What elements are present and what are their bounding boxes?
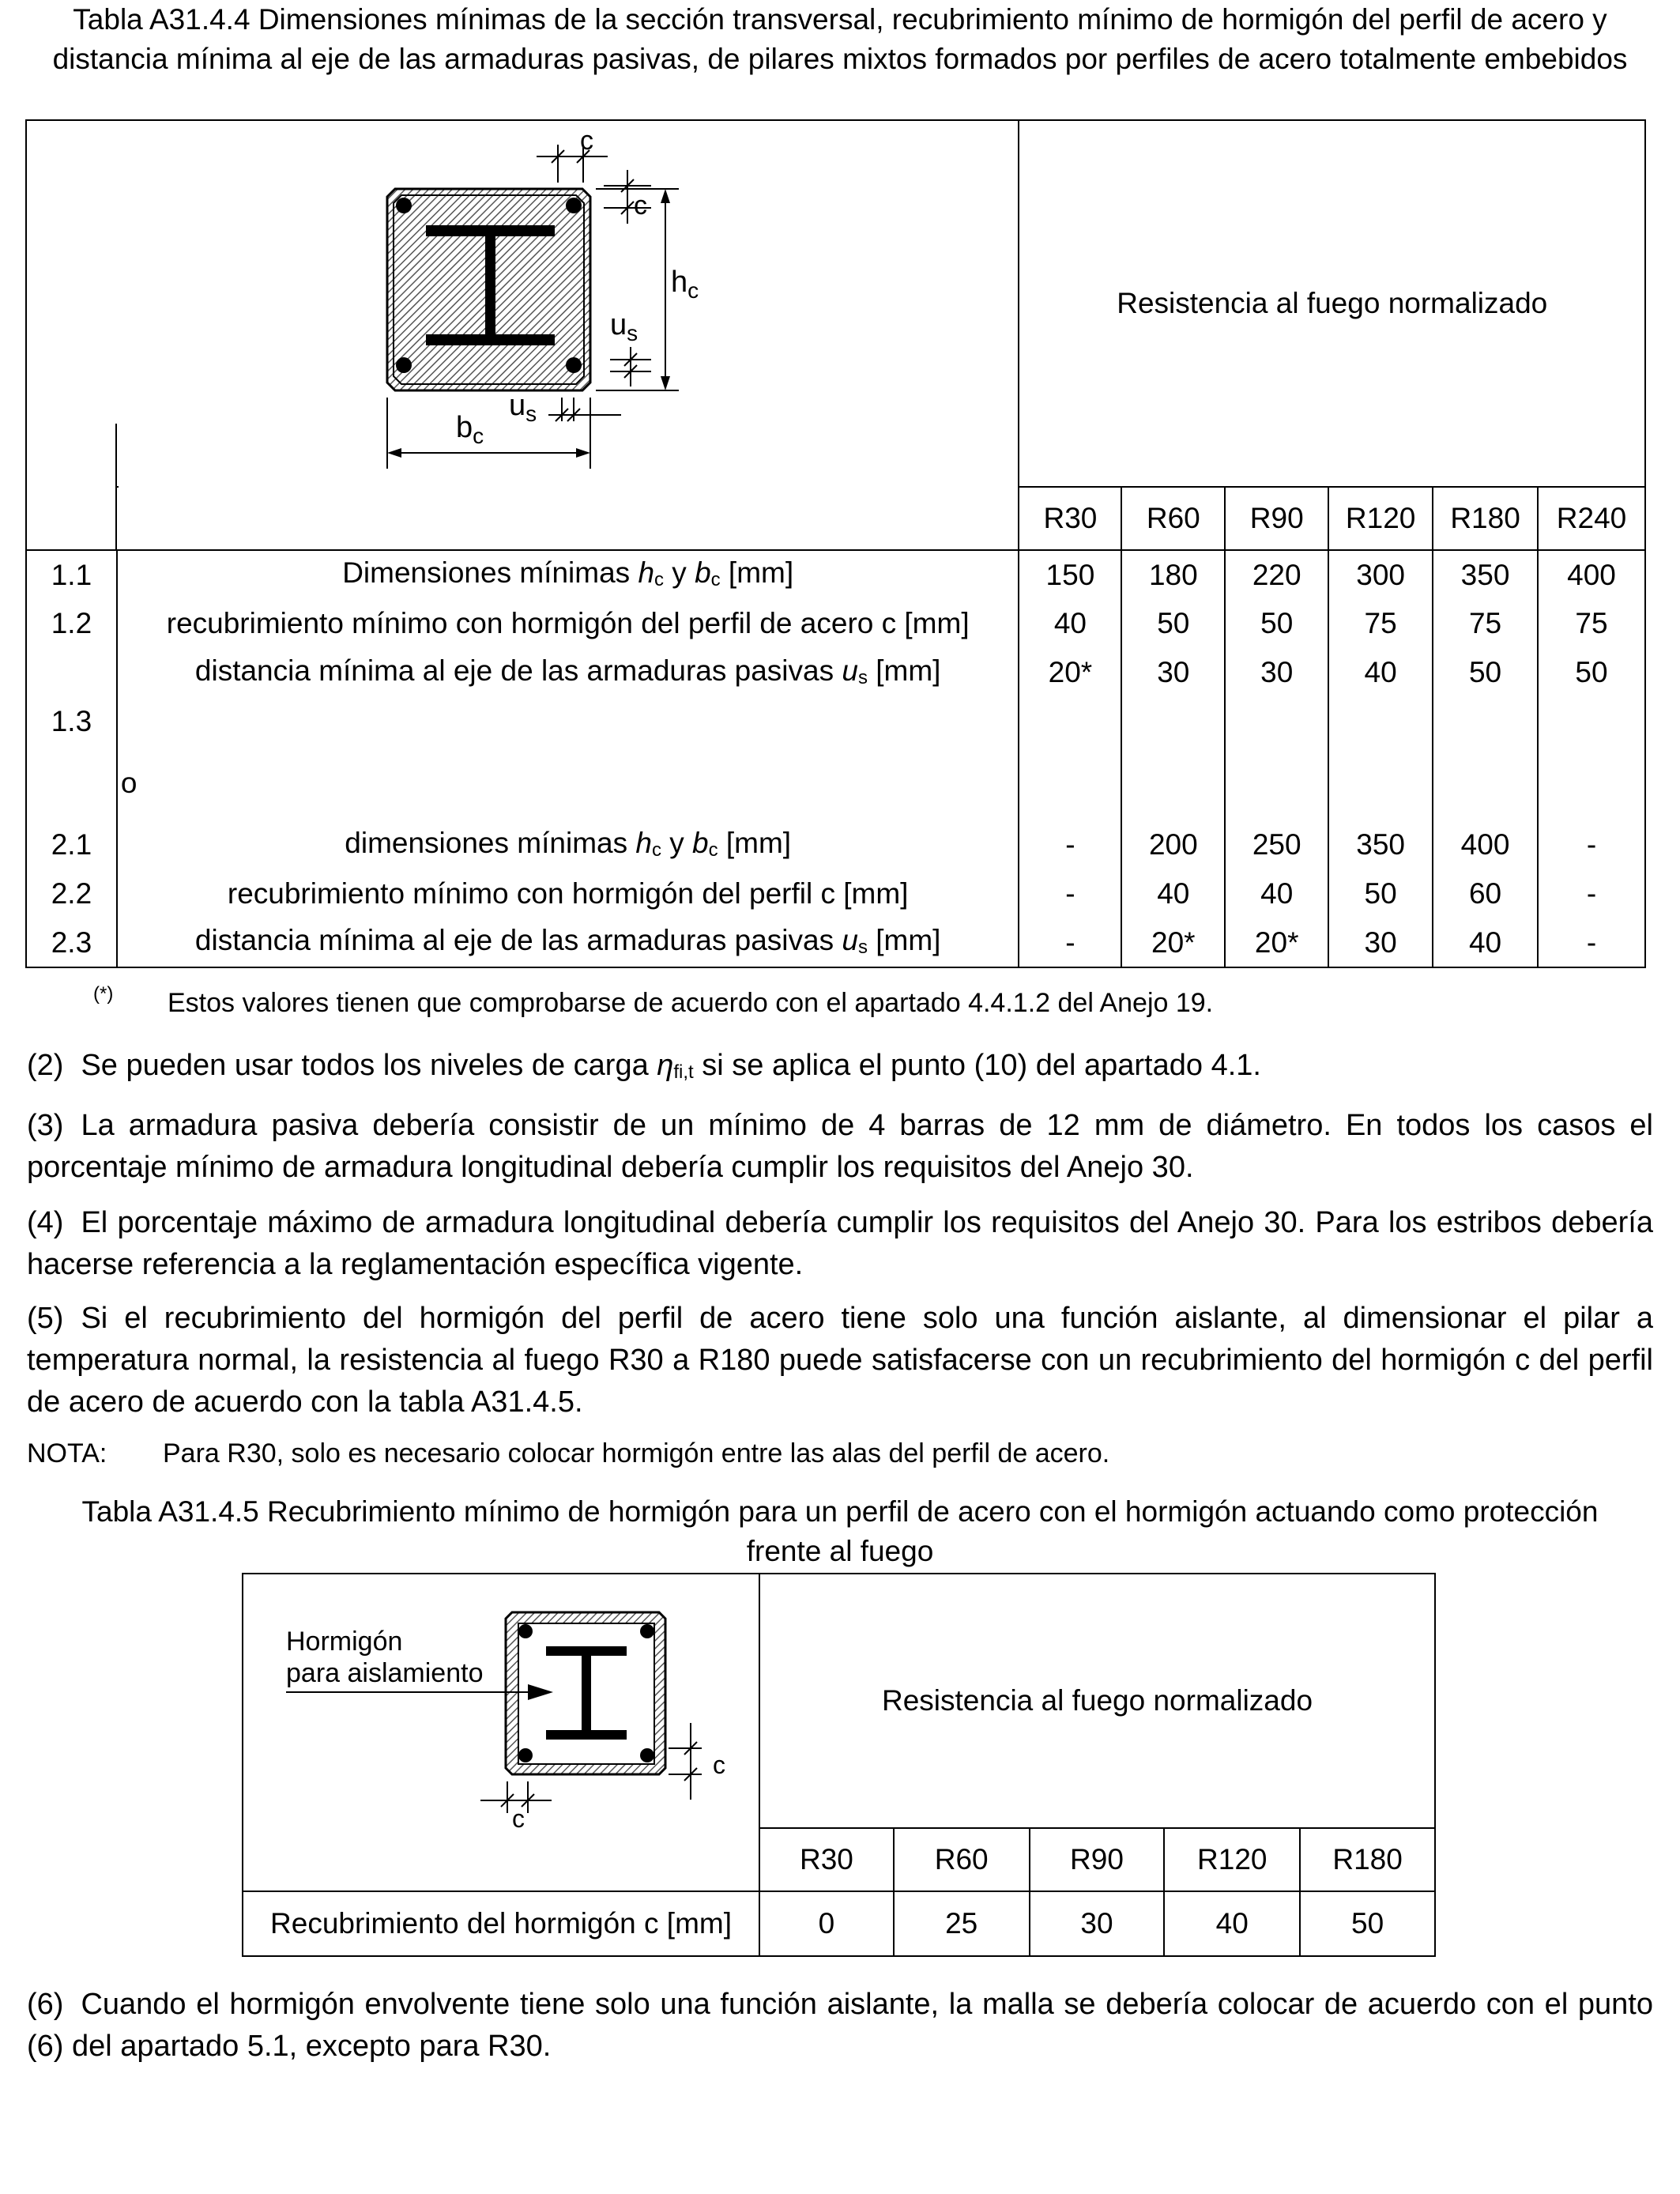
cell-value: - bbox=[1538, 918, 1645, 967]
cell-value: 0 bbox=[759, 1891, 894, 1956]
cell-value: 30 bbox=[1121, 648, 1225, 697]
cell-value: 300 bbox=[1328, 550, 1433, 599]
cell-value: 50 bbox=[1121, 599, 1225, 648]
cell-value: - bbox=[1019, 820, 1121, 869]
dim-us-right: $u_s$ bbox=[610, 308, 638, 345]
note-text: Para R30, solo es necesario colocar hormigón entre las alas del perfil de acero. bbox=[163, 1438, 1110, 1468]
cell-value: 40 bbox=[1433, 918, 1538, 967]
cell-value: 40 bbox=[1225, 869, 1328, 918]
cell-value: 50 bbox=[1225, 599, 1328, 648]
table-a31-4-4 bbox=[25, 119, 1646, 968]
row-label: recubrimiento mínimo con hormigón del perfil de acero c [mm] bbox=[117, 599, 1019, 648]
cell-value: 350 bbox=[1328, 820, 1433, 869]
cell-value: - bbox=[1019, 918, 1121, 967]
table-row bbox=[26, 918, 1645, 967]
cell-value: 50 bbox=[1328, 869, 1433, 918]
cell-value: - bbox=[1538, 869, 1645, 918]
paragraph-4: (4) El porcentaje máximo de armadura longitudinal debería cumplir los requisitos del Anejo 30. Para los estribos debería hacerse referencia a la reglamentación específica vigente. bbox=[27, 1206, 1653, 1281]
col-header-r30: R30 bbox=[759, 1828, 894, 1891]
cell-value: 75 bbox=[1328, 599, 1433, 648]
cell-value: 250 bbox=[1225, 820, 1328, 869]
row-separator-o: o bbox=[117, 746, 1019, 820]
col-header-r60: R60 bbox=[1121, 487, 1225, 550]
footnote-mark: (*) bbox=[93, 983, 114, 1005]
paragraph-3: (3) La armadura pasiva debería consistir de un mínimo de 4 barras de 12 mm de diámetro. En todos los casos el porcentaje mínimo de armadura longitudinal debería cumplir los requisitos del Anejo 30. bbox=[27, 1109, 1653, 1184]
cell-value: 220 bbox=[1225, 550, 1328, 599]
table1-footnote bbox=[93, 983, 1214, 1019]
row-num: 1.3 bbox=[26, 697, 117, 746]
col-header-r120: R120 bbox=[1164, 1828, 1300, 1891]
row-label: dimensiones mínimas hc y bc [mm] bbox=[117, 820, 1019, 869]
paragraph-5: (5) Si el recubrimiento del hormigón del perfil de acero tiene solo una función aislante, al dimensionar el pilar a temperatura normal, la resistencia al fuego R30 a R180 puede satisfacerse con un recubrimiento del hormigón c del perfil de acero de acuerdo con la tabla A31.4.5. bbox=[27, 1302, 1653, 1419]
figure-label-hormigon: Hormigón bbox=[286, 1627, 403, 1657]
cell-value: 180 bbox=[1121, 550, 1225, 599]
col-header-r30: R30 bbox=[1019, 487, 1121, 550]
table1-caption: Tabla A31.4.4 Dimensiones mínimas de la sección transversal, recubrimiento mínimo de hormigón del perfil de acero y distancia mínima al eje de las armaduras pasivas, de pilares mixtos formados por perfiles de acero totalmente embebidos bbox=[52, 3, 1628, 75]
dim-c-bottom: c bbox=[512, 1804, 525, 1833]
embedded-steel-section-drawing bbox=[27, 121, 1021, 488]
cell-value: 75 bbox=[1538, 599, 1645, 648]
note bbox=[27, 1438, 1109, 1469]
cell-value: 40 bbox=[1328, 648, 1433, 697]
row-label: Recubrimiento del hormigón c [mm] bbox=[243, 1891, 759, 1956]
col-header-r90: R90 bbox=[1225, 487, 1328, 550]
row-num: 1.1 bbox=[26, 550, 117, 599]
col-header-r240: R240 bbox=[1538, 487, 1645, 550]
cell-value: 50 bbox=[1300, 1891, 1435, 1956]
footnote-text: Estos valores tienen que comprobarse de acuerdo con el apartado 4.4.1.2 del Anejo 19. bbox=[168, 988, 1214, 1018]
col-header-r120: R120 bbox=[1328, 487, 1433, 550]
table-row bbox=[26, 599, 1645, 648]
cell-value: 200 bbox=[1121, 820, 1225, 869]
table1-header-num bbox=[26, 487, 117, 550]
table1-header-label bbox=[117, 487, 1019, 550]
cell-value: 150 bbox=[1019, 550, 1121, 599]
row-num: 2.2 bbox=[26, 869, 117, 918]
row-label: recubrimiento mínimo con hormigón del perfil c [mm] bbox=[117, 869, 1019, 918]
cell-value: 30 bbox=[1030, 1891, 1165, 1956]
table-row bbox=[26, 820, 1645, 869]
table-row bbox=[26, 550, 1645, 599]
cell-value: 50 bbox=[1538, 648, 1645, 697]
row-num: 1.2 bbox=[26, 599, 117, 648]
dim-hc: $h_c$ bbox=[671, 266, 699, 303]
cell-value: 40 bbox=[1164, 1891, 1300, 1956]
cell-value: 40 bbox=[1121, 869, 1225, 918]
paragraph-2: (2) Se pueden usar todos los niveles de carga ηfi,t si se aplica el punto (10) del apartado 4.1. bbox=[27, 1049, 1261, 1083]
col-header-r180: R180 bbox=[1300, 1828, 1435, 1891]
table-row bbox=[26, 648, 1645, 697]
figure-label-aislamiento: para aislamiento bbox=[286, 1658, 484, 1688]
dim-c-right: c bbox=[713, 1751, 725, 1779]
row-num: 2.1 bbox=[26, 820, 117, 869]
row-label: distancia mínima al eje de las armaduras pasivas us [mm] bbox=[117, 648, 1019, 697]
cell-value: 20* bbox=[1121, 918, 1225, 967]
cell-value: 400 bbox=[1433, 820, 1538, 869]
note-label: NOTA: bbox=[27, 1438, 107, 1468]
dim-c-right: c bbox=[634, 190, 647, 221]
cell-value: 400 bbox=[1538, 550, 1645, 599]
cell-value: 30 bbox=[1225, 648, 1328, 697]
cell-value: 25 bbox=[894, 1891, 1030, 1956]
col-header-r60: R60 bbox=[894, 1828, 1030, 1891]
row-num: 2.3 bbox=[26, 918, 117, 967]
table-a31-4-5 bbox=[242, 1573, 1436, 1957]
row-label: distancia mínima al eje de las armaduras pasivas us [mm] bbox=[117, 918, 1019, 967]
table-row bbox=[243, 1891, 1435, 1956]
insulation-section-drawing bbox=[243, 1574, 761, 1892]
dim-c-top: c bbox=[580, 126, 593, 156]
cell-value: 350 bbox=[1433, 550, 1538, 599]
column-section-figure bbox=[26, 120, 1019, 487]
cell-value: 60 bbox=[1433, 869, 1538, 918]
paragraph-6: (6) Cuando el hormigón envolvente tiene solo una función aislante, la malla se debería colocar de acuerdo con el punto (6) del apartado 5.1, excepto para R30. bbox=[27, 1988, 1653, 2063]
cell-value: 20* bbox=[1019, 648, 1121, 697]
cell-value: - bbox=[1538, 820, 1645, 869]
row-label: Dimensiones mínimas hc y bc [mm] bbox=[117, 550, 1019, 599]
col-header-r90: R90 bbox=[1030, 1828, 1165, 1891]
cell-value: 40 bbox=[1019, 599, 1121, 648]
cell-value: 20* bbox=[1225, 918, 1328, 967]
dim-bc: $b_c$ bbox=[456, 411, 484, 448]
dim-us-bottom: $u_s$ bbox=[509, 389, 537, 426]
table2-caption: Tabla A31.4.5 Recubrimiento mínimo de hormigón para un perfil de acero con el hormigón actuando como protección frente al fuego bbox=[81, 1495, 1599, 1567]
col-header-r180: R180 bbox=[1433, 487, 1538, 550]
cell-value: - bbox=[1019, 869, 1121, 918]
cell-value: 30 bbox=[1328, 918, 1433, 967]
table1-header-resistance: Resistencia al fuego normalizado bbox=[1019, 120, 1645, 487]
table2-header-resistance: Resistencia al fuego normalizado bbox=[759, 1574, 1435, 1828]
cell-value: 75 bbox=[1433, 599, 1538, 648]
table-row bbox=[26, 869, 1645, 918]
cell-value: 50 bbox=[1433, 648, 1538, 697]
insulation-figure bbox=[243, 1574, 759, 1891]
